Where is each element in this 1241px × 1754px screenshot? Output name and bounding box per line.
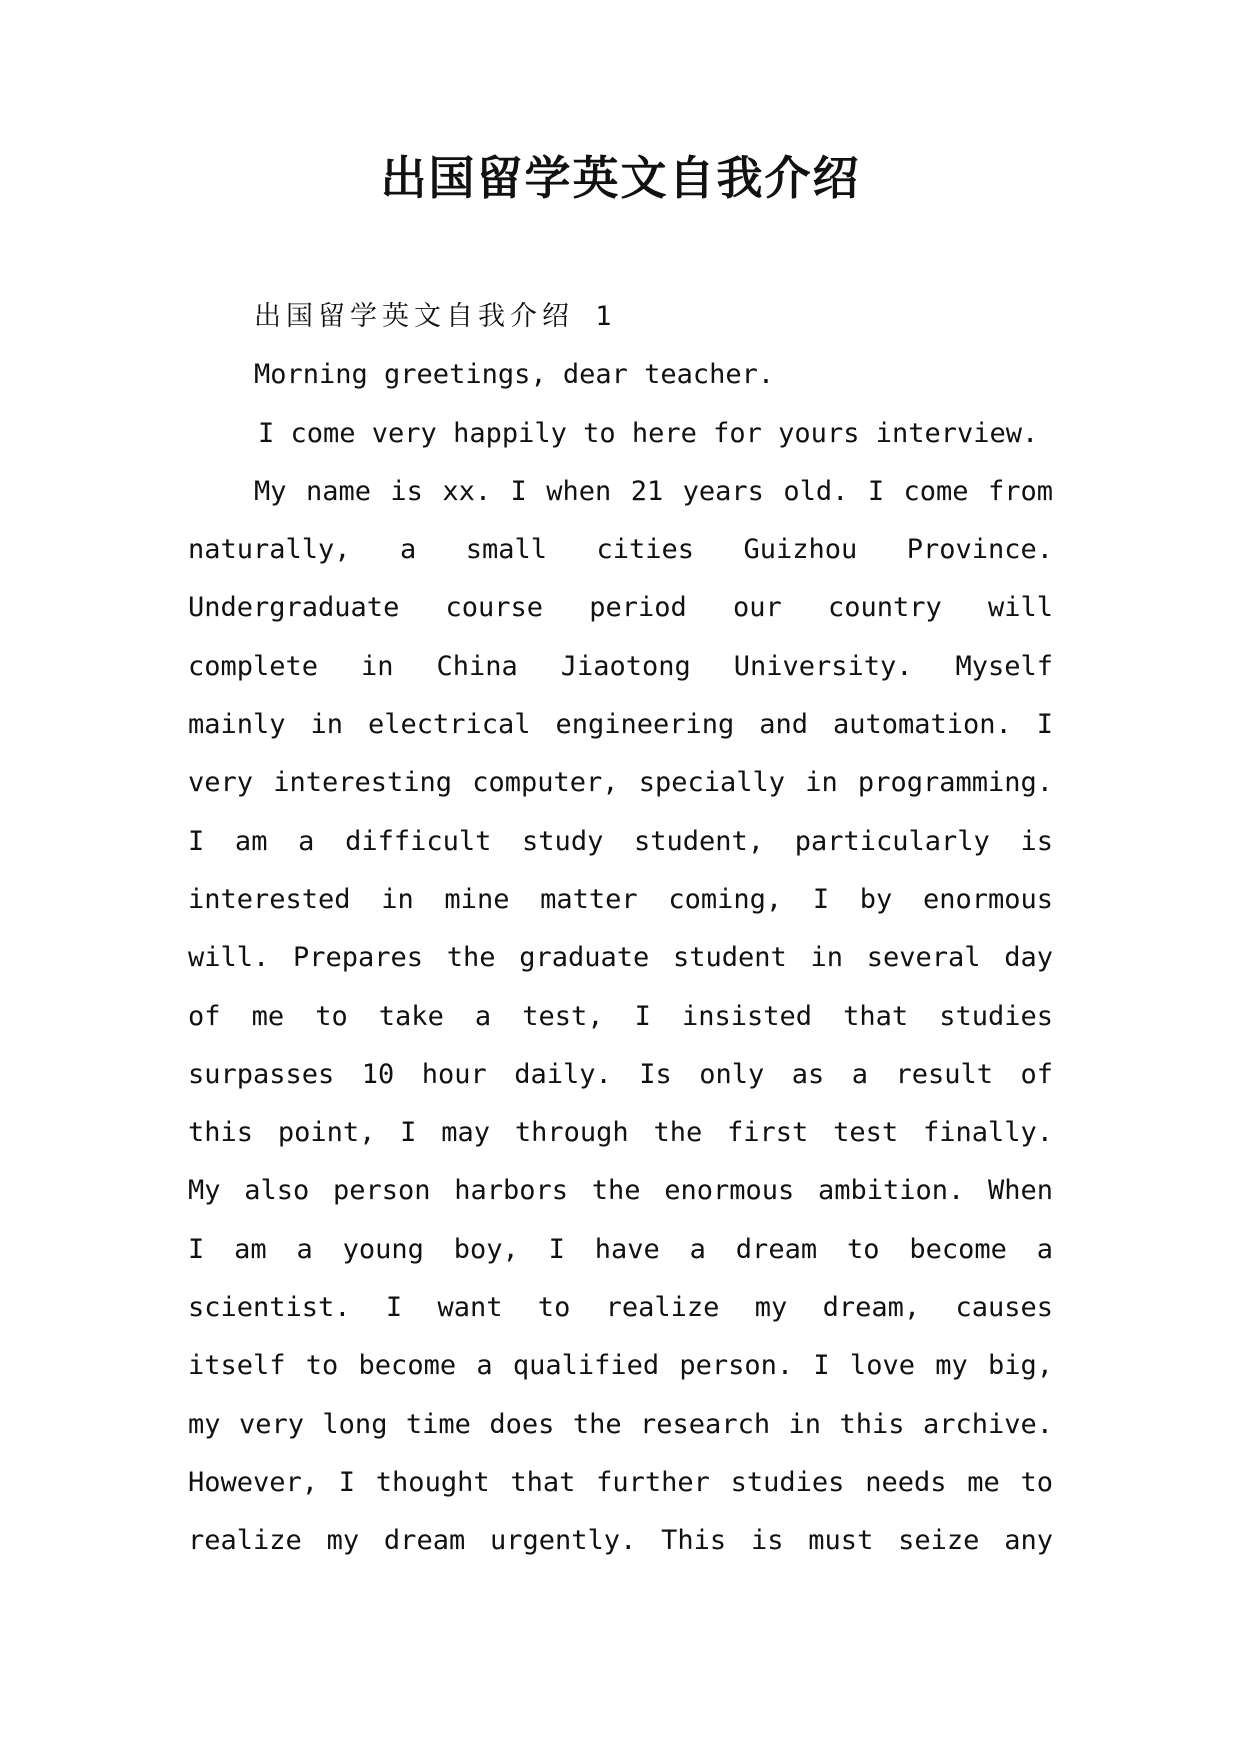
section-heading: 出国留学英文自我介绍 1: [254, 301, 617, 332]
intro-line: I come very happily to here for yours interview.: [258, 417, 1039, 449]
paragraph-line: surpasses 10 hour daily. Is only as a result of: [188, 1058, 1053, 1090]
paragraph-line: naturally, a small cities Guizhou Province.: [188, 534, 1053, 566]
document-body: [188, 288, 1053, 1571]
greeting-line: Morning greetings, dear teacher.: [254, 359, 775, 391]
paragraph-line: interested in mine matter coming, I by enormous: [188, 883, 1053, 915]
paragraph-line: scientist. I want to realize my dream, causes: [188, 1292, 1053, 1324]
paragraph-line: my very long time does the research in this archive.: [188, 1408, 1053, 1440]
paragraph-line: My also person harbors the enormous ambition. When: [188, 1175, 1053, 1207]
paragraph-line: mainly in electrical engineering and automation. I: [188, 709, 1053, 741]
paragraph-line: Undergraduate course period our country will: [188, 592, 1053, 624]
paragraph-line: I am a young boy, I have a dream to become a: [188, 1233, 1053, 1265]
paragraph-line: itself to become a qualified person. I love my big,: [188, 1350, 1053, 1382]
paragraph-line: very interesting computer, specially in programming.: [188, 767, 1053, 799]
document-title: 出国留学英文自我介绍: [380, 151, 861, 205]
paragraph-line: of me to take a test, I insisted that studies: [188, 1000, 1053, 1032]
paragraph-line: I am a difficult study student, particularly is: [188, 825, 1053, 857]
paragraph-line: My name is xx. I when 21 years old. I come from: [254, 475, 1053, 507]
paragraph-line: complete in China Jiaotong University. Myself: [188, 650, 1053, 682]
paragraph-line: However, I thought that further studies needs me to: [188, 1466, 1053, 1498]
paragraph-line: realize my dream urgently. This is must seize any: [188, 1525, 1053, 1557]
paragraph-line: will. Prepares the graduate student in several day: [188, 942, 1053, 974]
paragraph-line: this point, I may through the first test finally.: [188, 1117, 1053, 1149]
